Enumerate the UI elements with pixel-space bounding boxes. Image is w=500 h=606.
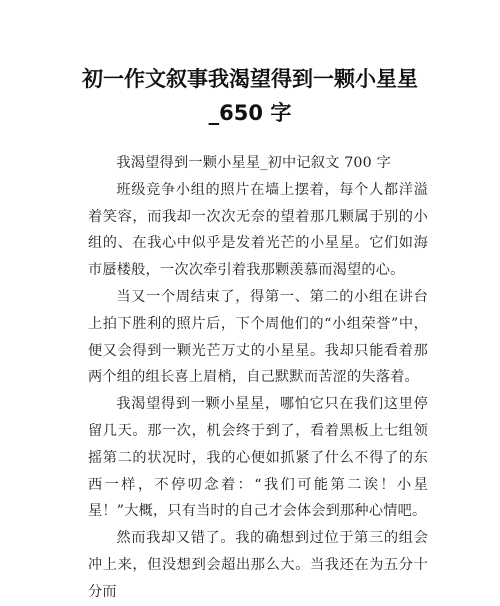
paragraph: 然而我却又错了。我的确想到过位于第三的组会冲上来，但没想到会超出那么大。当我还在为五分十分而 (88, 530, 428, 600)
paragraph: 当又一个周结束了，得第一、第二的小组在讲台上拍下胜利的照片后，下个周他们的“小组荣誉”中，便又会得到一颗光芒万丈的小星星。我却只能看着那两个组的组长喜上眉梢，自己默默而苦涩的失落着。 (88, 288, 428, 386)
paragraph: 我渴望得到一颗小星星，哪怕它只在我们这里停留几天。那一次，机会终于到了，看着黑板上七组领摇第二的状况时，我的心便如抓紧了什么不得了的东西一样，不停叨念着：“我们可能第二诶！小星星！”大概，只有当时的自己才会体会到那种心情吧。 (88, 396, 428, 520)
paragraph: 班级竞争小组的照片在墙上摆着，每个人都洋溢着笑容，而我却一次次无奈的望着那几颗属于别的小组的、在我心中似乎是发着光芒的小星星。它们如海市蜃楼般，一次次牵引着我那颗羡慕而渴望的心。 (88, 181, 428, 279)
document-title-suffix: _650 字 (208, 101, 292, 125)
document-body (88, 150, 428, 606)
document-title: 初一作文叙事我渴望得到一颗小星星 (82, 67, 418, 91)
paragraph-subtitle: 我渴望得到一颗小星星_初中记叙文 700 字 (116, 155, 391, 171)
